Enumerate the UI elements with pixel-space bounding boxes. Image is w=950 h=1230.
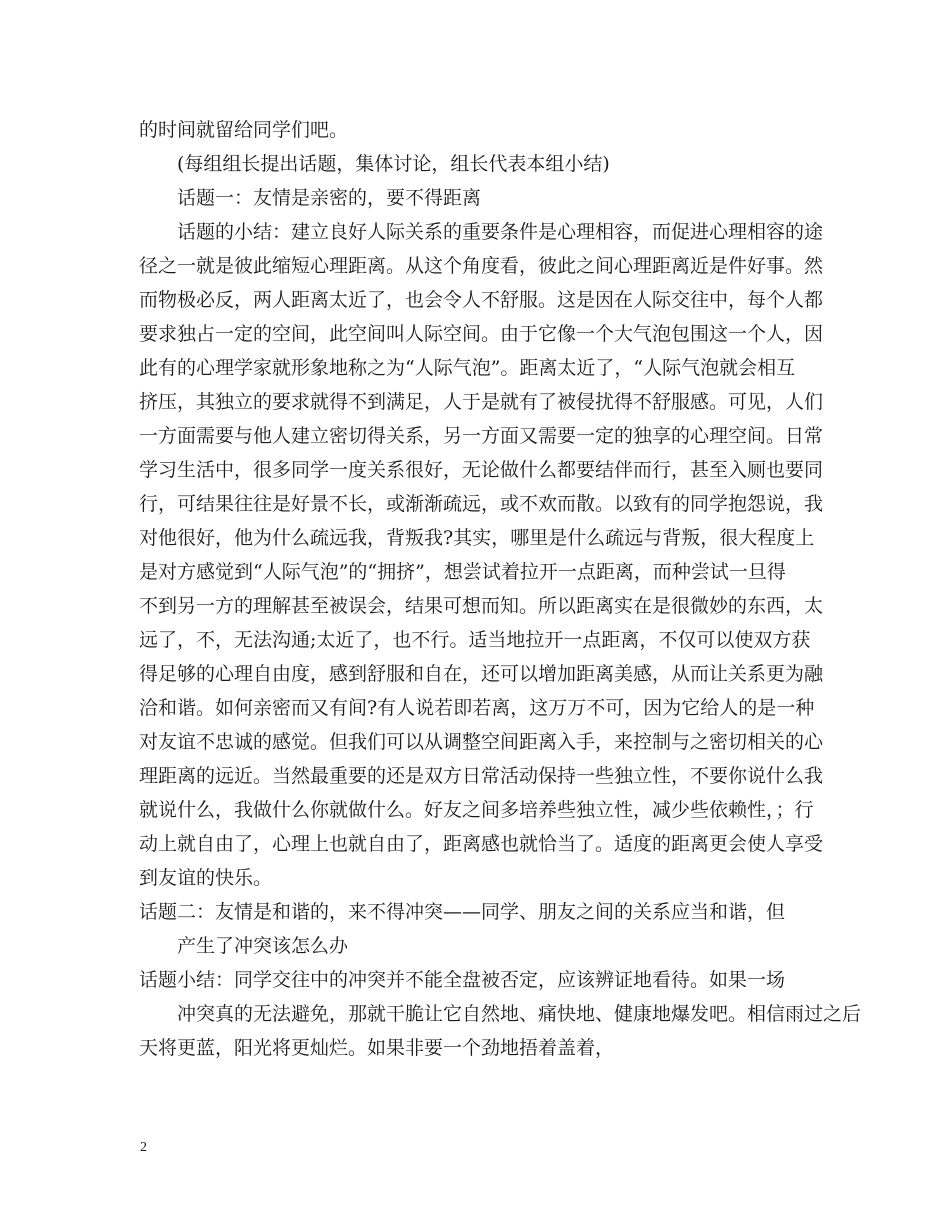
text-line: 冲突真的无法避免，那就干脆让它自然地、痛快地、健康地爆发吧。相信雨过之后: [177, 1003, 862, 1025]
text-line: 对他很好，他为什么疏远我，背叛我?其实，哪里是什么疏远与背叛，很大程度上: [139, 527, 815, 549]
text-line: 天将更蓝，阳光将更灿烂。如果非要一个劲地捂着盖着，: [139, 1037, 615, 1059]
text-line: 到友谊的快乐。: [139, 867, 273, 889]
text-line: 的时间就留给同学们吧。: [139, 119, 349, 141]
text-line: 要求独占一定的空间，此空间叫人际空间。由于它像一个大气泡包围这一个人，因: [139, 323, 824, 345]
text-line: 话题一：友情是亲密的，要不得距离: [177, 187, 482, 209]
text-line: 而物极必反，两人距离太近了，也会令人不舒服。这是因在人际交往中，每个人都: [139, 289, 824, 311]
text-line: 话题小结：同学交往中的冲突并不能全盘被否定，应该辨证地看待。如果一场: [139, 969, 786, 991]
page-number: 2: [140, 1140, 147, 1155]
text-line: 就说什么，我做什么你就做什么。好友之间多培养些独立性，减少些依赖性，；行: [139, 799, 814, 821]
text-line: 不到另一方的理解甚至被误会，结果可想而知。所以距离实在是很微妙的东西，太: [139, 595, 824, 617]
text-line: 挤压，其独立的要求就得不到满足，人于是就有了被侵扰得不舒服感。可见，人们: [139, 391, 824, 413]
text-line: 学习生活中，很多同学一度关系很好，无论做什么都要结伴而行，甚至入厕也要同: [139, 459, 824, 481]
text-line: (每组组长提出话题，集体讨论，组长代表本组小结): [177, 153, 610, 175]
text-line: 动上就自由了，心理上也就自由了，距离感也就恰当了。适度的距离更会使人享受: [139, 833, 824, 855]
text-line: 一方面需要与他人建立密切得关系，另一方面又需要一定的独享的心理空间。日常: [139, 425, 824, 447]
text-line: 话题二：友情是和谐的，来不得冲突——同学、朋友之间的关系应当和谐，但: [139, 901, 786, 923]
text-line: 对友谊不忠诚的感觉。但我们可以从调整空间距离入手，来控制与之密切相关的心: [139, 731, 824, 753]
text-line: 此有的心理学家就形象地称之为“人际气泡”。距离太近了，“人际气泡就会相互: [139, 357, 796, 379]
text-line: 行，可结果往往是好景不长，或渐渐疏远，或不欢而散。以致有的同学抱怨说，我: [139, 493, 824, 515]
text-line: 远了，不，无法沟通;太近了，也不行。适当地拉开一点距离，不仅可以使双方获: [139, 629, 811, 651]
text-line: 话题的小结：建立良好人际关系的重要条件是心理相容，而促进心理相容的途: [177, 221, 824, 243]
text-line: 理距离的远近。当然最重要的还是双方日常活动保持一些独立性，不要你说什么我: [139, 765, 824, 787]
text-line: 得足够的心理自由度，感到舒服和自在，还可以增加距离美感，从而让关系更为融: [139, 663, 824, 685]
text-line: 产生了冲突该怎么办: [177, 935, 349, 957]
text-line: 洽和谐。如何亲密而又有间?有人说若即若离，这万万不可，因为它给人的是一种: [139, 697, 815, 719]
text-line: 是对方感觉到“人际气泡”的“拥挤”，想尝试着拉开一点距离，而种尝试一旦得: [139, 561, 786, 583]
text-line: 径之一就是彼此缩短心理距离。从这个角度看，彼此之间心理距离近是件好事。然: [139, 255, 824, 277]
